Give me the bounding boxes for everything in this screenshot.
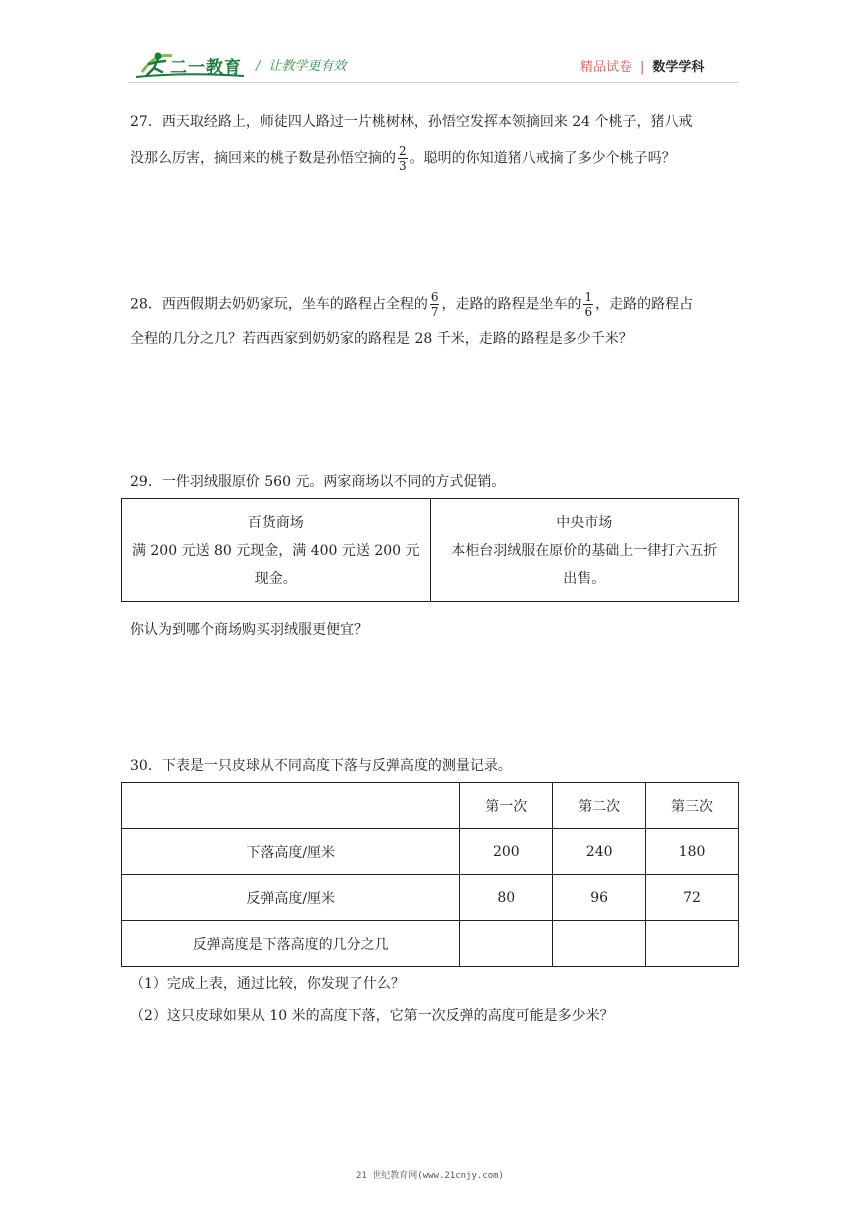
q28-pre: 28．西西假期去奶奶家玩，坐车的路程占全程的 — [130, 296, 428, 313]
tag-separator: | — [640, 60, 645, 75]
table-cell: 80 — [460, 875, 553, 921]
promotion-table — [121, 498, 739, 602]
q27-line2-post: 。聪明的你知道猪八戒摘了多少个桃子吗？ — [409, 150, 676, 167]
q28-mid: ，走路的路程是坐车的 — [441, 296, 582, 313]
page-header — [0, 0, 860, 90]
answer-blank-cell — [553, 921, 646, 967]
question-27 — [130, 112, 740, 173]
table-row — [122, 875, 739, 921]
table-cell: 200 — [460, 829, 553, 875]
tag-label: 精品试卷 — [580, 60, 633, 75]
store-b-line2: 出售。 — [563, 571, 606, 587]
store-b-name: 中央市场 — [556, 515, 613, 531]
q28-frac2-num: 1 — [584, 290, 593, 304]
row-label: 下落高度/厘米 — [122, 829, 460, 875]
header-tags — [580, 56, 704, 75]
slogan-slash: / — [256, 59, 261, 74]
q28-frac2-den: 6 — [584, 305, 593, 319]
store-b-line1: 本柜台羽绒服在原价的基础上一律打六五折 — [451, 543, 718, 559]
table-row — [122, 499, 739, 602]
brand-name: 二一教育 — [170, 58, 242, 78]
table-row — [122, 921, 739, 967]
table-header-row — [122, 783, 739, 829]
q30-stem: 30．下表是一只皮球从不同高度下落与反弹高度的测量记录。 — [130, 758, 512, 774]
store-a-cell — [122, 499, 431, 602]
table-cell: 96 — [553, 875, 646, 921]
header-divider — [128, 82, 738, 83]
q27-line2 — [130, 144, 740, 173]
q28-frac1-den: 7 — [430, 305, 439, 319]
question-28 — [130, 290, 740, 349]
store-a-line1: 满 200 元送 80 元现金，满 400 元送 200 元 — [131, 543, 420, 559]
q28-line2: 全程的几分之几？若西西家到奶奶家的路程是 28 千米，走路的路程是多少千米？ — [130, 331, 633, 347]
store-b-cell — [430, 499, 739, 602]
q28-fraction-2 — [583, 290, 593, 319]
q29-question: 你认为到哪个商场购买羽绒服更便宜？ — [130, 622, 368, 638]
header-cell: 第二次 — [553, 783, 646, 829]
q27-line1: 27．西天取经路上，师徒四人路过一片桃树林，孙悟空发挥本领摘回来 24 个桃子，猪八戒 — [130, 114, 693, 130]
q28-post: ，走路的路程占 — [595, 296, 694, 313]
slogan — [256, 55, 346, 74]
header-cell — [122, 783, 460, 829]
q28-fraction-1 — [430, 290, 440, 319]
subject-label: 数学学科 — [652, 60, 705, 75]
store-a-line2: 现金。 — [254, 571, 297, 587]
store-a-name: 百货商场 — [247, 515, 304, 531]
bounce-table — [121, 782, 739, 967]
answer-blank-cell — [460, 921, 553, 967]
row-label: 反弹高度/厘米 — [122, 875, 460, 921]
table-cell: 180 — [646, 829, 739, 875]
table-row — [122, 829, 739, 875]
answer-blank-cell — [646, 921, 739, 967]
header-cell: 第三次 — [646, 783, 739, 829]
page-footer: 21 世纪教育网(www.21cnjy.com) — [356, 1171, 504, 1181]
q29-stem: 29．一件羽绒服原价 560 元。两家商场以不同的方式促销。 — [130, 474, 506, 490]
q28-frac1-num: 6 — [430, 290, 439, 304]
q28-line1 — [130, 290, 740, 319]
table-cell: 240 — [553, 829, 646, 875]
q30-sub2: （2）这只皮球如果从 10 米的高度下落，它第一次反弹的高度可能是多少米？ — [130, 1008, 614, 1024]
header-cell: 第一次 — [460, 783, 553, 829]
slogan-text: 让教学更有效 — [268, 59, 347, 74]
q27-fraction — [398, 144, 408, 173]
q27-frac-den: 3 — [399, 159, 407, 173]
q27-line2-pre: 没那么厉害，摘回来的桃子数是孙悟空摘的 — [130, 150, 396, 167]
q30-sub1: （1）完成上表，通过比较，你发现了什么？ — [130, 976, 405, 992]
row-label: 反弹高度是下落高度的几分之几 — [122, 921, 460, 967]
q27-frac-num: 2 — [399, 144, 407, 158]
table-cell: 72 — [646, 875, 739, 921]
